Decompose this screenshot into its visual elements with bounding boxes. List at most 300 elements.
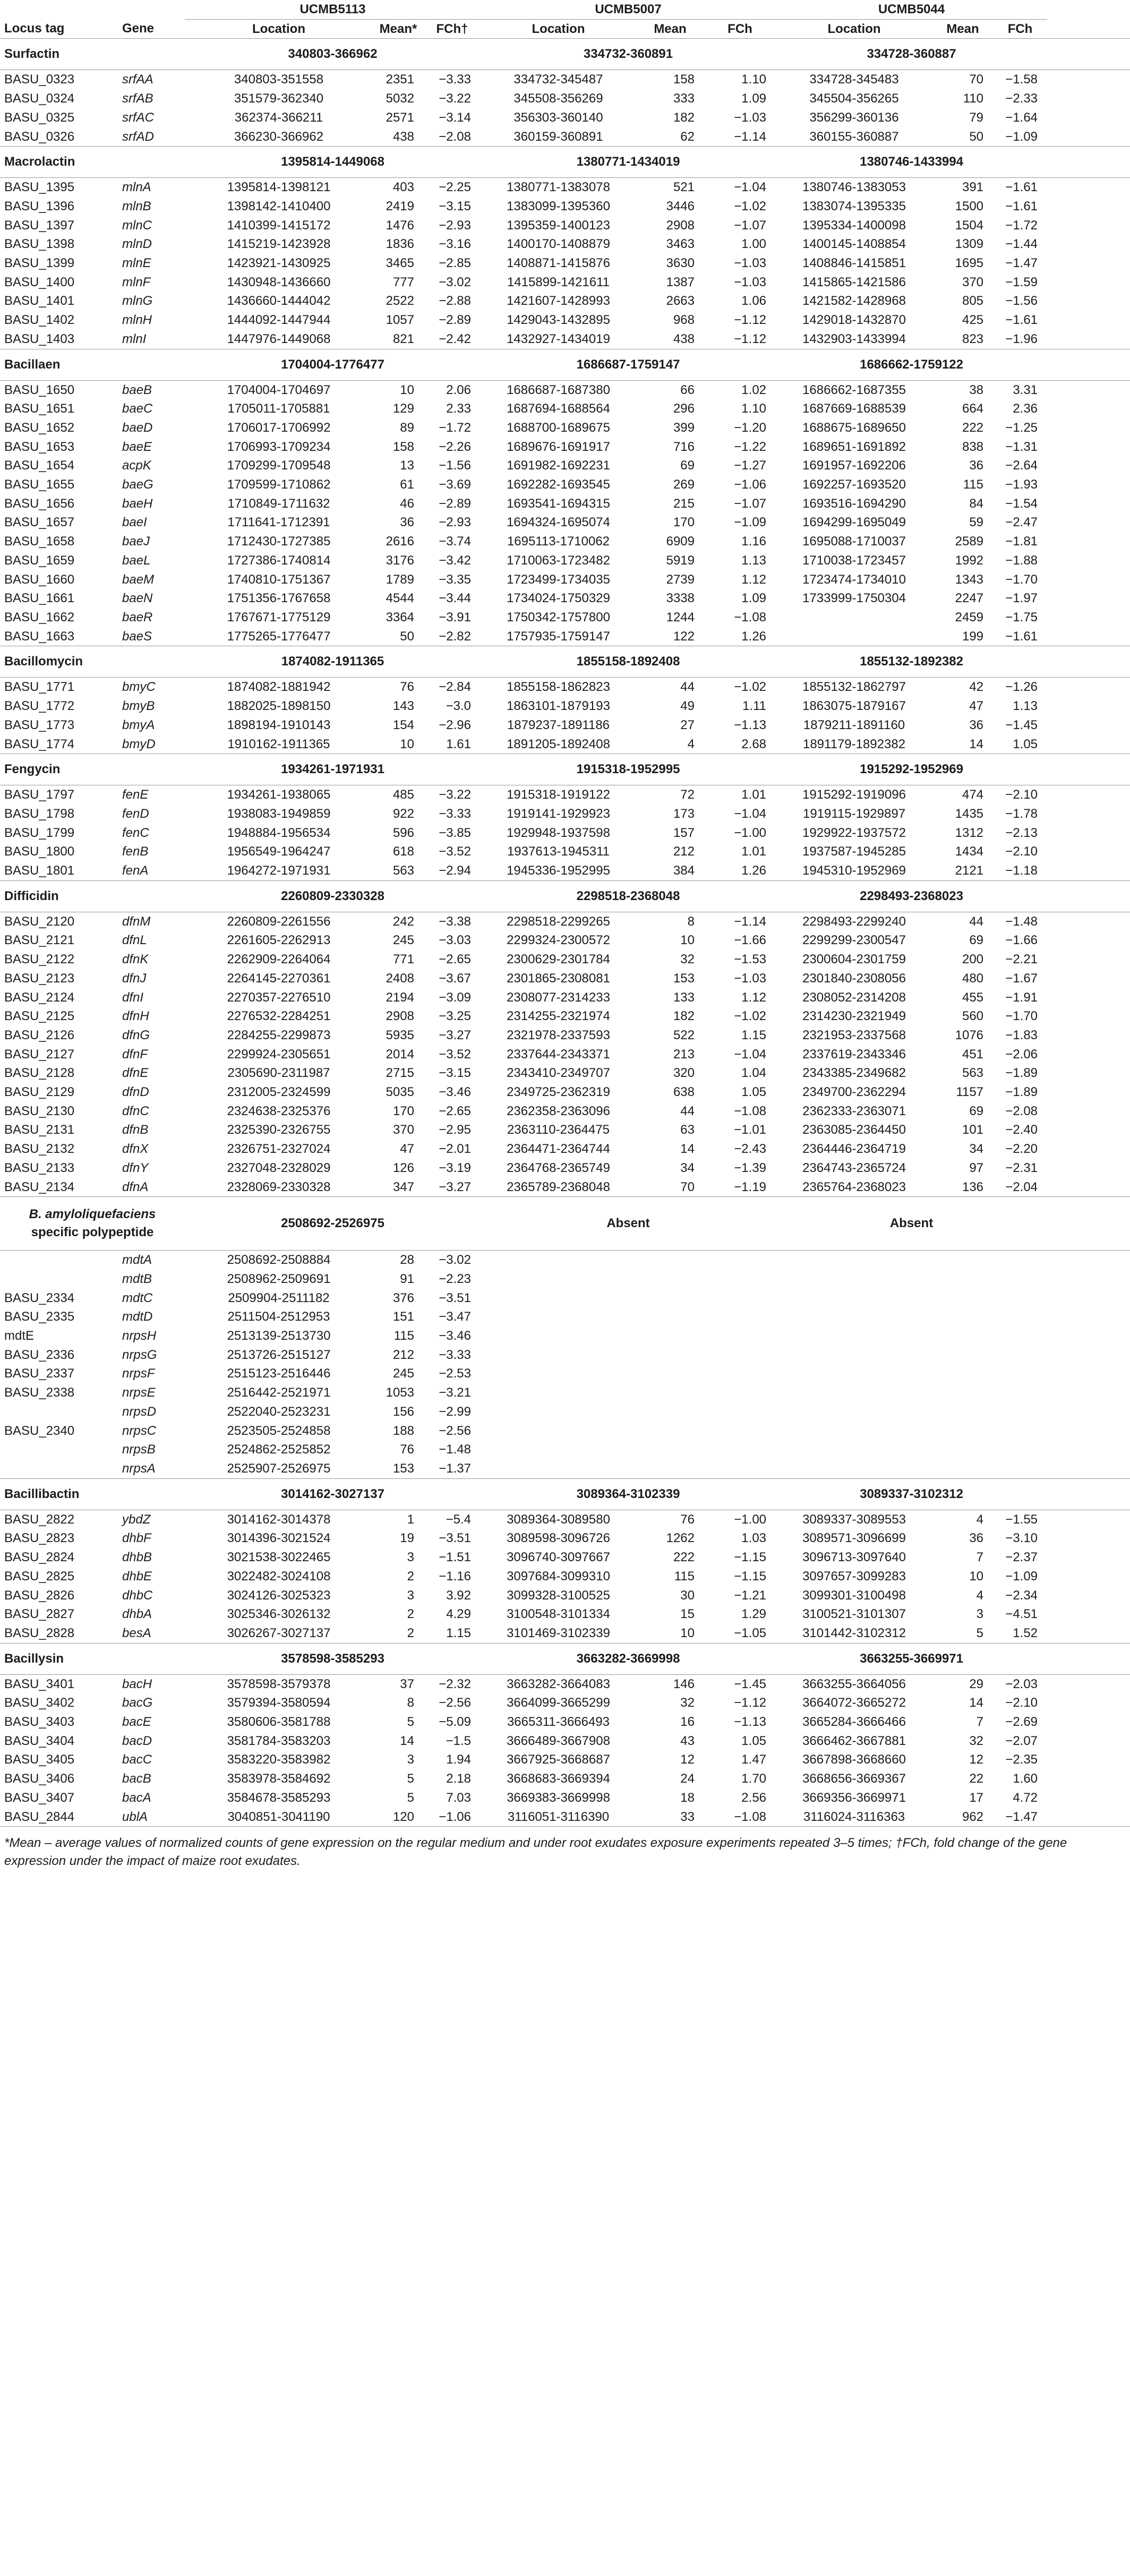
cell-gene: baeM bbox=[122, 572, 155, 587]
row-pad bbox=[1047, 1624, 1130, 1643]
cell-gene: srfAB bbox=[122, 91, 153, 106]
cell-f: −1.89 bbox=[1005, 1066, 1038, 1081]
cell-m: 213 bbox=[673, 1047, 695, 1062]
cell-m: 34 bbox=[969, 1142, 984, 1157]
group-header-row bbox=[0, 1197, 1130, 1251]
cell-gene: fenA bbox=[122, 863, 149, 878]
cell-f: 4.29 bbox=[446, 1607, 471, 1622]
cell-f: −1.01 bbox=[734, 1123, 767, 1137]
row-pad bbox=[1047, 1326, 1130, 1346]
cell-m: 154 bbox=[392, 717, 414, 732]
cell-f: −5.4 bbox=[446, 1512, 471, 1527]
table-row bbox=[0, 988, 1130, 1007]
cell-gene: ublA bbox=[122, 1809, 148, 1824]
cell-m: 522 bbox=[673, 1028, 695, 1042]
cell-l: 1915292-1919096 bbox=[802, 788, 906, 802]
cell-m: 716 bbox=[673, 439, 695, 454]
cell-l bbox=[481, 1251, 636, 1270]
cell-l: 2261605-2262913 bbox=[227, 933, 331, 948]
group-range: Absent bbox=[776, 1197, 1047, 1251]
cell-f: −3.74 bbox=[439, 534, 471, 549]
cell-f bbox=[704, 1383, 776, 1402]
cell-m: 474 bbox=[962, 788, 984, 802]
cell-l: 3096740-3097667 bbox=[507, 1550, 610, 1565]
cell-l: 1723474-1734010 bbox=[802, 572, 906, 587]
cell-m: 7 bbox=[976, 1715, 984, 1730]
cell-l: 3101469-3102339 bbox=[507, 1625, 610, 1640]
row-pad bbox=[1047, 1732, 1130, 1751]
cell-f: −3.14 bbox=[439, 110, 471, 125]
cell-m: 347 bbox=[392, 1179, 414, 1194]
row-pad bbox=[1047, 1346, 1130, 1365]
cell-locus: BASU_2131 bbox=[4, 1123, 75, 1137]
row-pad bbox=[1047, 969, 1130, 988]
table-row bbox=[0, 273, 1130, 292]
cell-f: 1.47 bbox=[741, 1752, 767, 1767]
cell-f: −2.08 bbox=[1005, 1103, 1038, 1118]
cell-m: 821 bbox=[392, 331, 414, 346]
cell-l: 1395814-1398121 bbox=[227, 180, 331, 195]
cell-m: 5 bbox=[407, 1715, 414, 1730]
cell-f: −2.04 bbox=[1005, 1179, 1038, 1194]
cell-l: 1436660-1444042 bbox=[227, 294, 331, 309]
cell-l: 3026267-3027137 bbox=[227, 1625, 331, 1640]
table-row bbox=[0, 842, 1130, 861]
cell-m: 33 bbox=[680, 1809, 695, 1824]
group-header-row bbox=[0, 880, 1130, 912]
cell-m: 49 bbox=[680, 699, 695, 714]
cell-gene: besA bbox=[122, 1625, 151, 1640]
group-range: 2260809-2330328 bbox=[185, 880, 481, 912]
row-pad bbox=[1047, 292, 1130, 311]
cell-l: 2349725-2362319 bbox=[507, 1085, 610, 1100]
cell-f: 1.13 bbox=[1013, 699, 1038, 714]
table-row bbox=[0, 1178, 1130, 1197]
cell-l bbox=[776, 1383, 932, 1402]
cell-f: −1.96 bbox=[1005, 331, 1038, 346]
cell-f: −4.51 bbox=[1005, 1607, 1038, 1622]
cell-gene: baeR bbox=[122, 610, 153, 624]
row-pad bbox=[1047, 551, 1130, 570]
cell-m bbox=[636, 1459, 704, 1478]
table-row bbox=[0, 1026, 1130, 1045]
table-row bbox=[0, 931, 1130, 950]
cell-m: 32 bbox=[969, 1733, 984, 1748]
cell-m bbox=[932, 1383, 993, 1402]
cell-l bbox=[481, 1402, 636, 1422]
cell-locus: BASU_2133 bbox=[4, 1160, 75, 1175]
row-pad bbox=[1047, 147, 1130, 178]
cell-l: 2321953-2337568 bbox=[802, 1028, 906, 1042]
cell-l bbox=[776, 1289, 932, 1308]
cell-m: 2571 bbox=[386, 110, 414, 125]
cell-m: 115 bbox=[963, 477, 984, 492]
cell-m: 1435 bbox=[955, 806, 984, 821]
cell-gene: baeS bbox=[122, 629, 152, 644]
table-row bbox=[0, 399, 1130, 418]
cell-f: −2.84 bbox=[439, 680, 471, 695]
cell-m: 32 bbox=[680, 1696, 695, 1710]
cell-l: 1380771-1383078 bbox=[507, 180, 610, 195]
cell-f: −1.08 bbox=[734, 610, 767, 624]
cell-f: −1.08 bbox=[734, 1103, 767, 1118]
cell-locus: BASU_2340 bbox=[4, 1423, 75, 1438]
cell-m: 2663 bbox=[666, 294, 695, 309]
cell-m: 4 bbox=[687, 737, 695, 751]
cell-f: −1.78 bbox=[1005, 806, 1038, 821]
table-row bbox=[0, 824, 1130, 843]
table-row bbox=[0, 1159, 1130, 1178]
cell-m: 2419 bbox=[386, 199, 414, 213]
group-range: Absent bbox=[481, 1197, 776, 1251]
cell-gene: mdtA bbox=[122, 1253, 152, 1268]
cell-gene: baeN bbox=[122, 591, 153, 606]
row-pad bbox=[1047, 1197, 1130, 1251]
group-range: 1855132-1892382 bbox=[776, 646, 1047, 678]
cell-gene: baeG bbox=[122, 477, 153, 492]
cell-f: −2.31 bbox=[1005, 1160, 1038, 1175]
cell-f: −1.66 bbox=[1005, 933, 1038, 948]
cell-l: 2365789-2368048 bbox=[507, 1179, 610, 1194]
cell-locus: BASU_2825 bbox=[4, 1569, 75, 1584]
cell-m: 805 bbox=[962, 294, 984, 309]
cell-m: 451 bbox=[962, 1047, 984, 1062]
cell-m: 212 bbox=[673, 844, 695, 859]
cell-f: −1.08 bbox=[734, 1809, 767, 1824]
group-header-row bbox=[0, 1643, 1130, 1674]
cell-locus: BASU_1801 bbox=[4, 863, 75, 878]
cell-l: 1710038-1723457 bbox=[802, 553, 906, 568]
cell-l: 2364768-2365749 bbox=[507, 1160, 610, 1175]
cell-m: 10 bbox=[400, 737, 414, 751]
cell-l: 3089364-3089580 bbox=[507, 1512, 610, 1527]
cell-m: 3630 bbox=[666, 256, 695, 271]
row-pad bbox=[1047, 1459, 1130, 1478]
cell-l: 3664072-3665272 bbox=[802, 1696, 906, 1710]
cell-l: 1688675-1689650 bbox=[802, 420, 906, 435]
cell-f: −1.59 bbox=[1005, 275, 1038, 289]
cell-l: 2328069-2330328 bbox=[227, 1179, 331, 1194]
cell-gene: dhbF bbox=[122, 1531, 151, 1546]
row-pad bbox=[1047, 678, 1130, 697]
cell-f: −1.27 bbox=[734, 458, 767, 473]
cell-gene: baeJ bbox=[122, 534, 150, 549]
cell-f: −3.46 bbox=[439, 1329, 471, 1343]
cell-locus: BASU_0324 bbox=[4, 91, 75, 106]
cell-m: 27 bbox=[680, 717, 695, 732]
cell-f: −1.89 bbox=[1005, 1085, 1038, 1100]
cell-locus: BASU_1798 bbox=[4, 806, 75, 821]
cell-f: −2.95 bbox=[439, 1123, 471, 1137]
cell-f: −3.52 bbox=[439, 1047, 471, 1062]
cell-f: −3.27 bbox=[439, 1028, 471, 1042]
cell-locus: BASU_2121 bbox=[4, 933, 75, 948]
cell-f: −1.5 bbox=[446, 1733, 471, 1748]
cell-m: 72 bbox=[680, 788, 695, 802]
cell-m: 36 bbox=[400, 515, 414, 530]
cell-m: 922 bbox=[392, 806, 414, 821]
cell-l: 1421607-1428993 bbox=[507, 294, 610, 309]
cell-f: −1.61 bbox=[1005, 629, 1038, 644]
cell-m: 70 bbox=[969, 72, 984, 87]
cell-l: 2513139-2513730 bbox=[227, 1329, 331, 1343]
cell-l: 1430948-1436660 bbox=[227, 275, 331, 289]
cell-m: 47 bbox=[400, 1142, 414, 1157]
cell-l bbox=[776, 627, 932, 646]
cell-f: −2.56 bbox=[439, 1423, 471, 1438]
cell-f: −1.05 bbox=[734, 1625, 767, 1640]
cell-m: 14 bbox=[969, 737, 984, 751]
cell-gene: nrpsB bbox=[122, 1442, 156, 1457]
group-header-row bbox=[0, 646, 1130, 678]
cell-f: −1.09 bbox=[1005, 1569, 1038, 1584]
cell-f bbox=[993, 1402, 1047, 1422]
cell-m: 24 bbox=[680, 1771, 695, 1786]
cell-locus: BASU_2822 bbox=[4, 1512, 75, 1527]
cell-l: 1692257-1693520 bbox=[802, 477, 906, 492]
cell-gene: fenD bbox=[122, 806, 149, 821]
cell-m: 638 bbox=[673, 1085, 695, 1100]
cell-f: −2.34 bbox=[1005, 1588, 1038, 1603]
cell-f: −2.56 bbox=[439, 1696, 471, 1710]
cell-m: 43 bbox=[680, 1733, 695, 1748]
row-pad bbox=[1047, 1120, 1130, 1140]
cell-m: 5919 bbox=[666, 553, 695, 568]
cell-f: −3.19 bbox=[439, 1160, 471, 1175]
cell-l bbox=[481, 1422, 636, 1441]
strain-ucmb5044: UCMB5044 bbox=[776, 0, 1047, 19]
cell-m: 618 bbox=[392, 844, 414, 859]
cell-m: 182 bbox=[673, 110, 695, 125]
row-pad bbox=[1047, 735, 1130, 754]
cell-m: 199 bbox=[962, 629, 984, 644]
cell-f: −3.91 bbox=[439, 610, 471, 624]
cell-gene: bmyC bbox=[122, 680, 156, 695]
cell-f: −1.44 bbox=[1005, 237, 1038, 252]
cell-l: 2300604-2301759 bbox=[802, 952, 906, 967]
cell-f: −1.02 bbox=[734, 1009, 767, 1024]
cell-f: 1.10 bbox=[741, 401, 767, 416]
cell-gene: dfnI bbox=[122, 990, 144, 1005]
cell-gene: dfnE bbox=[122, 1066, 149, 1081]
cell-f: −3.51 bbox=[439, 1531, 471, 1546]
cell-m bbox=[932, 1402, 993, 1422]
cell-m: 10 bbox=[969, 1569, 984, 1584]
cell-m: 3 bbox=[976, 1607, 984, 1622]
cell-gene: dhbA bbox=[122, 1607, 152, 1622]
cell-gene: bacB bbox=[122, 1771, 151, 1786]
cell-l: 1395359-1400123 bbox=[507, 218, 610, 233]
table-row bbox=[0, 1102, 1130, 1121]
cell-locus: BASU_2334 bbox=[4, 1290, 75, 1305]
cell-l: 3584678-3585293 bbox=[227, 1790, 331, 1805]
cell-l: 3021538-3022465 bbox=[227, 1550, 331, 1565]
cell-l: 1693516-1694290 bbox=[802, 496, 906, 511]
cell-l bbox=[481, 1440, 636, 1459]
cell-gene: dfnH bbox=[122, 1009, 149, 1024]
cell-locus: BASU_1771 bbox=[4, 680, 75, 695]
cell-f: 1.70 bbox=[741, 1771, 767, 1786]
cell-l: 3580606-3581788 bbox=[227, 1715, 331, 1730]
cell-l: 2326751-2327024 bbox=[227, 1142, 331, 1157]
cell-l: 2298493-2299240 bbox=[802, 914, 906, 929]
footnote: *Mean – average values of normalized counts of gene expression on the regular medium and under root exudates exposure experiments repeated 3–5 times; †FCh, fold change of the gene expression under the impact of maize root exudates. bbox=[0, 1826, 1130, 1870]
cell-l: 1432927-1434019 bbox=[507, 331, 610, 346]
cell-gene: baeI bbox=[122, 515, 147, 530]
cell-l: 1934261-1938065 bbox=[227, 788, 331, 802]
row-pad bbox=[1047, 1548, 1130, 1567]
table-row bbox=[0, 418, 1130, 438]
cell-m: 101 bbox=[962, 1123, 984, 1137]
cell-m: 10 bbox=[680, 933, 695, 948]
cell-gene: baeC bbox=[122, 401, 153, 416]
cell-m: 5035 bbox=[386, 1085, 414, 1100]
cell-l: 1689651-1691892 bbox=[802, 439, 906, 454]
table-row bbox=[0, 380, 1130, 399]
cell-f: −1.07 bbox=[734, 496, 767, 511]
cell-gene: mdtB bbox=[122, 1271, 152, 1286]
cell-locus: BASU_2844 bbox=[4, 1809, 75, 1824]
cell-m: 4 bbox=[976, 1588, 984, 1603]
table-row bbox=[0, 1422, 1130, 1441]
row-pad bbox=[1047, 861, 1130, 880]
cell-l: 1400145-1408854 bbox=[802, 237, 906, 252]
row-pad bbox=[1047, 842, 1130, 861]
cell-m: 823 bbox=[962, 331, 984, 346]
cell-m: 36 bbox=[969, 717, 984, 732]
table-row bbox=[0, 551, 1130, 570]
cell-f: −1.13 bbox=[734, 717, 767, 732]
row-pad bbox=[1047, 1045, 1130, 1064]
cell-m: 129 bbox=[392, 401, 414, 416]
cell-m: 146 bbox=[673, 1676, 695, 1691]
cell-f bbox=[704, 1251, 776, 1270]
row-pad bbox=[1047, 1140, 1130, 1159]
cell-m: 1 bbox=[407, 1512, 414, 1527]
cell-gene: baeB bbox=[122, 382, 152, 397]
cell-gene: mlnA bbox=[122, 180, 151, 195]
cell-l: 2301865-2308081 bbox=[507, 971, 610, 986]
cell-f: −1.55 bbox=[1005, 1512, 1038, 1527]
cell-f: 2.36 bbox=[1013, 401, 1038, 416]
cell-m: 2459 bbox=[955, 610, 984, 624]
cell-f: 2.18 bbox=[446, 1771, 471, 1786]
cell-m: 2 bbox=[407, 1607, 414, 1622]
cell-m: 4 bbox=[976, 1512, 984, 1527]
cell-m: 10 bbox=[400, 382, 414, 397]
cell-l: 2325390-2326755 bbox=[227, 1123, 331, 1137]
group-range: 334728-360887 bbox=[776, 39, 1047, 70]
cell-f: −3.10 bbox=[1005, 1531, 1038, 1546]
cell-gene: bmyB bbox=[122, 699, 155, 714]
cell-m: 8 bbox=[687, 914, 695, 929]
row-pad bbox=[1047, 931, 1130, 950]
cell-m: 1476 bbox=[386, 218, 414, 233]
cell-locus: BASU_1658 bbox=[4, 534, 75, 549]
row-pad bbox=[1047, 754, 1130, 785]
cell-gene: dfnX bbox=[122, 1142, 149, 1157]
cell-l: 2363110-2364475 bbox=[507, 1123, 610, 1137]
cell-l: 334732-345487 bbox=[513, 72, 603, 87]
table-row bbox=[0, 216, 1130, 235]
cell-m: 19 bbox=[400, 1531, 414, 1546]
group-header-row bbox=[0, 1478, 1130, 1510]
cell-l: 1688700-1689675 bbox=[507, 420, 610, 435]
table-row bbox=[0, 1788, 1130, 1808]
cell-f bbox=[704, 1459, 776, 1478]
cell-m bbox=[932, 1346, 993, 1365]
cell-locus: BASU_0326 bbox=[4, 129, 75, 144]
table-row bbox=[0, 1732, 1130, 1751]
cell-locus: BASU_1774 bbox=[4, 737, 75, 751]
cell-l: 1687669-1688539 bbox=[802, 401, 906, 416]
group-header-row bbox=[0, 39, 1130, 70]
table-row bbox=[0, 1402, 1130, 1422]
row-pad bbox=[1047, 216, 1130, 235]
cell-locus: BASU_1652 bbox=[4, 420, 75, 435]
cell-m: 2908 bbox=[386, 1009, 414, 1024]
cell-f: −3.42 bbox=[439, 553, 471, 568]
cell-l bbox=[776, 1307, 932, 1326]
row-pad bbox=[1047, 1478, 1130, 1510]
cell-m: 222 bbox=[673, 1550, 695, 1565]
row-pad bbox=[1047, 988, 1130, 1007]
cell-f: −1.64 bbox=[1005, 110, 1038, 125]
row-pad bbox=[1047, 805, 1130, 824]
group-title-line2: specific polypeptide bbox=[31, 1225, 154, 1240]
cell-l: 2364743-2365724 bbox=[802, 1160, 906, 1175]
table-row bbox=[0, 197, 1130, 216]
cell-m: 2194 bbox=[386, 990, 414, 1005]
cell-f: −1.53 bbox=[734, 952, 767, 967]
cell-l: 1891179-1892382 bbox=[802, 737, 906, 751]
cell-gene: srfAC bbox=[122, 110, 154, 125]
cell-f: −1.09 bbox=[1005, 129, 1038, 144]
row-pad bbox=[1047, 1422, 1130, 1441]
cell-f bbox=[993, 1289, 1047, 1308]
cell-l: 360159-360891 bbox=[513, 129, 603, 144]
cell-m: 5 bbox=[976, 1625, 984, 1640]
cell-l: 1395334-1400098 bbox=[802, 218, 906, 233]
cell-locus: BASU_1654 bbox=[4, 458, 75, 473]
cell-gene: dhbE bbox=[122, 1569, 152, 1584]
cell-f: −3.69 bbox=[439, 477, 471, 492]
cell-l bbox=[481, 1459, 636, 1478]
cell-f: −1.75 bbox=[1005, 610, 1038, 624]
table-row bbox=[0, 532, 1130, 551]
cell-l: 2337619-2343346 bbox=[802, 1047, 906, 1062]
cell-m: 170 bbox=[392, 1103, 414, 1118]
cell-f: −2.37 bbox=[1005, 1550, 1038, 1565]
cell-l: 1709299-1709548 bbox=[227, 458, 331, 473]
cell-m: 76 bbox=[400, 1442, 414, 1457]
cell-gene: dfnB bbox=[122, 1123, 149, 1137]
cell-m: 15 bbox=[680, 1607, 695, 1622]
group-range: 3089337-3102312 bbox=[776, 1478, 1047, 1510]
cell-f: −1.56 bbox=[1005, 294, 1038, 309]
cell-locus: BASU_1400 bbox=[4, 275, 75, 289]
cell-m bbox=[932, 1251, 993, 1270]
group-range: 2298518-2368048 bbox=[481, 880, 776, 912]
cell-f bbox=[704, 1346, 776, 1365]
cell-f bbox=[993, 1270, 1047, 1289]
row-pad bbox=[1047, 513, 1130, 532]
cell-f: −2.89 bbox=[439, 313, 471, 328]
cell-l: 1938083-1949859 bbox=[227, 806, 331, 821]
cell-f bbox=[704, 1422, 776, 1441]
cell-locus: BASU_2826 bbox=[4, 1588, 75, 1603]
cell-locus: BASU_1653 bbox=[4, 439, 75, 454]
